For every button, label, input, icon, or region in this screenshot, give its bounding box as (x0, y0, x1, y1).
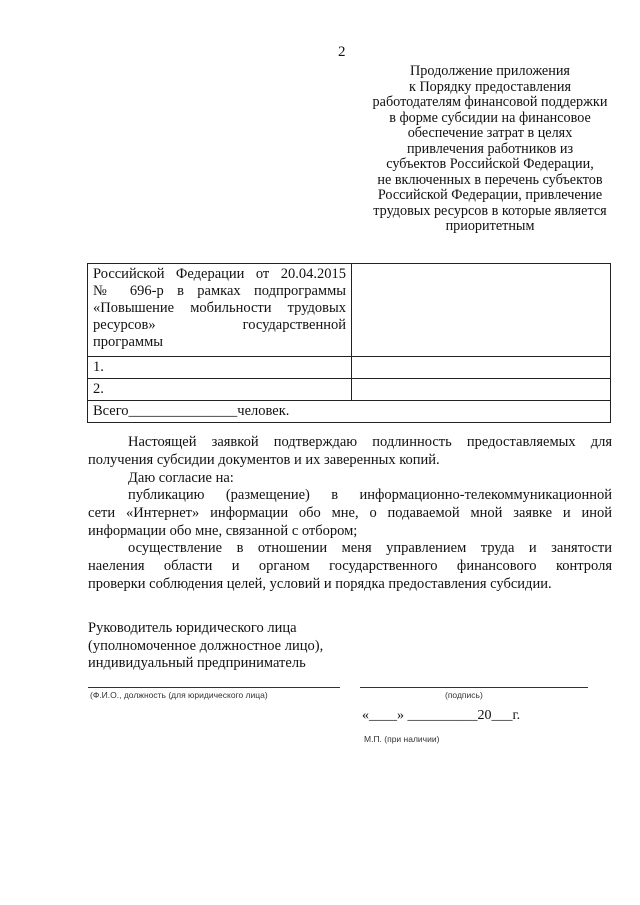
consent-heading: Даю согласие на: (128, 470, 234, 486)
header-line: обеспечение затрат в целях (407, 125, 573, 141)
header-line: привлечения работников из (406, 140, 574, 157)
table-row (88, 401, 611, 423)
table-cell-total: Всего_______________человек. (88, 401, 611, 423)
authenticity-paragraph (88, 433, 612, 469)
text-line: сети «Интернет» информации обо мне, о подаваемой мной заявке и иной (88, 505, 612, 521)
header-line: приоритетным (445, 218, 535, 234)
header-line: не включенных в перечень субъектов (377, 171, 603, 188)
table-row (88, 264, 611, 357)
table-cell-empty (352, 357, 611, 379)
application-table (87, 263, 611, 423)
name-signature-line (88, 687, 340, 688)
header-line: к Порядку предоставления (409, 78, 571, 95)
signer-line: индивидуальный предприниматель (88, 655, 306, 671)
cell-line: «Повышение мобильности трудовых (93, 300, 346, 316)
text-line: проверки соблюдения целей, условий и порядка предоставления субсидии. (88, 576, 552, 592)
cell-line: программы (93, 334, 163, 350)
text-line: публикацию (размещение) в информационно-телекоммуникационной (128, 487, 612, 503)
table-cell-empty (352, 379, 611, 401)
appendix-header (345, 64, 635, 235)
text-line: Настоящей заявкой подтверждаю подлинность предоставляемых для (128, 434, 612, 450)
header-line: субъектов Российской Федерации, (386, 156, 594, 172)
signer-block (88, 620, 323, 673)
signature-line (360, 687, 588, 688)
text-line: получения субсидии документов и их заверенных копий. (88, 452, 440, 468)
name-caption: (Ф.И.О., должность (для юридического лица) (90, 690, 268, 700)
signer-line: Руководитель юридического лица (88, 620, 297, 636)
header-line: работодателям финансовой поддержки (372, 94, 608, 110)
signature-caption: (подпись) (445, 690, 483, 700)
table-cell-empty (352, 264, 611, 357)
header-line: Продолжение приложения (410, 63, 570, 79)
table-cell-row1: 1. (88, 357, 352, 379)
cell-line: № 696-р в рамках подпрограммы (93, 283, 346, 299)
text-line: осуществление в отношении меня управлением труда и занятости (128, 540, 612, 556)
publication-consent-paragraph (88, 486, 612, 540)
verification-consent-paragraph (88, 539, 612, 593)
table-row (88, 357, 611, 379)
table-cell-row2: 2. (88, 379, 352, 401)
text-line: информации обо мне, связанной с отбором; (88, 523, 358, 539)
header-line: в форме субсидии на финансовое (389, 109, 591, 126)
header-line: Российской Федерации, привлечение (377, 187, 603, 203)
signer-line: (уполномоченное должностное лицо), (88, 637, 324, 654)
cell-line: ресурсов» государственной (93, 317, 346, 333)
page-number: 2 (338, 44, 346, 60)
header-line: трудовых ресурсов в которые является (373, 202, 607, 219)
table-cell-program (88, 264, 352, 357)
stamp-caption: М.П. (при наличии) (364, 734, 440, 744)
date-line: «____» __________20___г. (362, 708, 521, 723)
text-line: наеления области и органом государственного финансового контроля (88, 558, 612, 574)
cell-line: Российской Федерации от 20.04.2015 (93, 266, 346, 282)
table-row (88, 379, 611, 401)
